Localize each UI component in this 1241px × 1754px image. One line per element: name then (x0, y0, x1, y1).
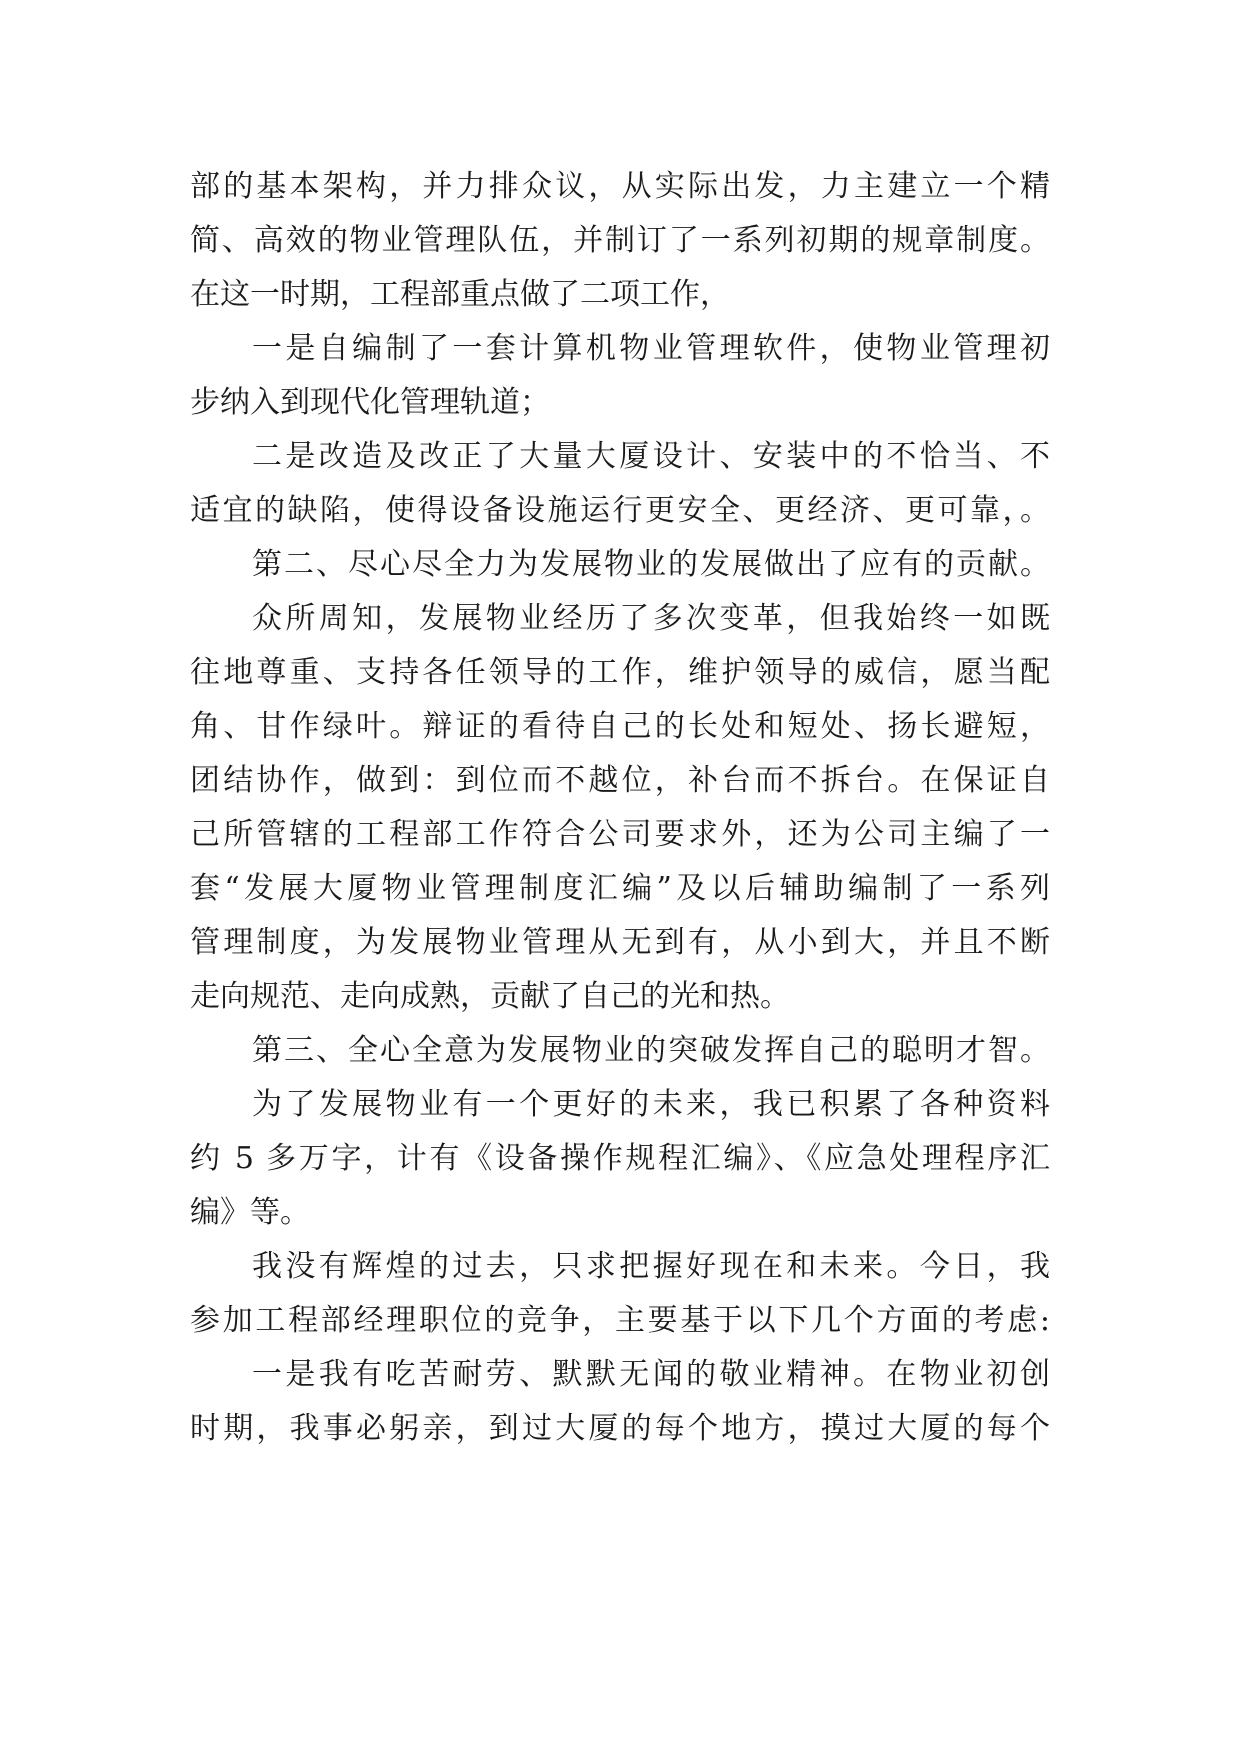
text-line: 部的基本架构，并力排众议，从实际出发，力主建立一个精 (190, 169, 1050, 204)
text-line: 我没有辉煌的过去，只求把握好现在和未来。今日，我 (252, 1249, 1050, 1284)
text-line: 走向规范、走向成熟，贡献了自己的光和热。 (190, 979, 790, 1014)
text-line: 编》等。 (190, 1195, 310, 1230)
text-line: 在这一时期，工程部重点做了二项工作， (190, 277, 730, 312)
text-line: 简、高效的物业管理队伍，并制订了一系列初期的规章制度。 (190, 223, 1050, 258)
text-line: 约 5 多万字，计有《设备操作规程汇编》、《应急处理程序汇 (190, 1141, 1050, 1176)
document-body-text (190, 160, 1050, 1456)
text-line: 时期，我事必躬亲，到过大厦的每个地方，摸过大厦的每个 (190, 1411, 1050, 1446)
text-line: 为了发展物业有一个更好的未来，我已积累了各种资料 (252, 1087, 1050, 1122)
text-line: 二是改造及改正了大量大厦设计、安装中的不恰当、不 (252, 439, 1050, 474)
text-line: 众所周知，发展物业经历了多次变革，但我始终一如既 (252, 601, 1050, 636)
text-line: 角、甘作绿叶。辩证的看待自己的长处和短处、扬长避短， (190, 709, 1050, 744)
text-line: 第三、全心全意为发展物业的突破发挥自己的聪明才智。 (252, 1033, 1050, 1068)
text-line: 往地尊重、支持各任领导的工作，维护领导的威信，愿当配 (190, 655, 1050, 690)
text-line: 管理制度，为发展物业管理从无到有，从小到大，并且不断 (190, 925, 1050, 960)
text-line: 一是自编制了一套计算机物业管理软件，使物业管理初 (252, 331, 1050, 366)
text-line: 参加工程部经理职位的竞争，主要基于以下几个方面的考虑: (190, 1303, 1050, 1338)
text-line: 第二、尽心尽全力为发展物业的发展做出了应有的贡献。 (252, 547, 1050, 582)
text-line: 团结协作，做到：到位而不越位，补台而不拆台。在保证自 (190, 763, 1050, 798)
text-line: 一是我有吃苦耐劳、默默无闻的敬业精神。在物业初创 (252, 1357, 1050, 1392)
text-line: 适宜的缺陷，使得设备设施运行更安全、更经济、更可靠，。 (190, 493, 1050, 528)
text-line: 己所管辖的工程部工作符合公司要求外，还为公司主编了一 (190, 817, 1050, 852)
text-line: 步纳入到现代化管理轨道； (190, 385, 550, 420)
text-line: 套“发展大厦物业管理制度汇编”及以后辅助编制了一系列 (190, 871, 1050, 906)
